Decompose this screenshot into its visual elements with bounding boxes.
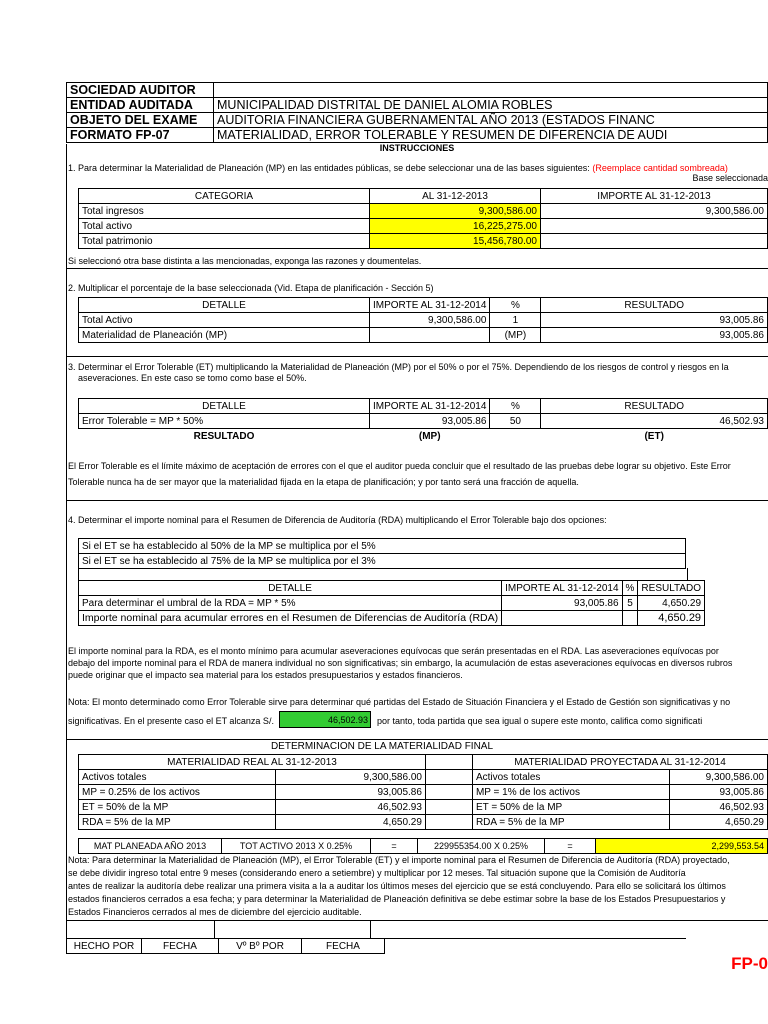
fecha-label: FECHA: [302, 939, 385, 954]
section-4-nota-2a: significativas. En el presente caso el ET alcanza S/.: [68, 716, 274, 726]
section-1-note: Si seleccionó otra base distinta a las mencionadas, exponga las razones y doumentelas.: [68, 256, 422, 266]
result-cell: 4,650.29: [638, 611, 705, 626]
percent-cell: 5: [622, 596, 638, 611]
section-4-nota-1: Nota: El monto determinado como Error Tolerable sirve para determinar qué partidas del Estado de Situación Financiera y el Estado de Gestión son significativas y no: [68, 697, 731, 707]
right-key: RDA = 5% de la MP: [472, 815, 669, 830]
left-key: ET = 50% de la MP: [79, 800, 276, 815]
left-value: 93,005.86: [276, 785, 426, 800]
final-title: DETERMINACION DE LA MATERIALIDAD FINAL: [270, 741, 494, 752]
col-header: %: [490, 298, 541, 313]
table-row: [79, 414, 768, 429]
left-value: 4,650.29: [276, 815, 426, 830]
header-row-objeto: [67, 113, 768, 128]
detail-cell: Error Tolerable = MP * 50%: [79, 414, 370, 429]
col-header: RESULTADO: [541, 298, 768, 313]
col-header: DETALLE: [79, 399, 370, 414]
percent-cell: [622, 611, 638, 626]
header-table: [66, 82, 768, 143]
right-value: 4,650.29: [669, 815, 767, 830]
divider: [66, 356, 768, 357]
category-cell: Total patrimonio: [79, 234, 370, 249]
section-4-nota-2b: por tanto, toda partida que sea igual o supere este monto, califica como significati: [377, 716, 703, 726]
section-1-instruction: 1. Para determinar la Materialidad de Planeación (MP) en las entidades públicas, se debe seleccionar una de las bases siguientes:: [68, 163, 590, 173]
table-row: [79, 800, 768, 815]
detail-cell: Importe nominal para acumular errores en el Resumen de Diferencias de Auditoría (RDA): [79, 611, 502, 626]
table-row: [79, 234, 768, 249]
editable-amount-cell[interactable]: 9,300,586.00: [370, 204, 541, 219]
header-value: MATERIALIDAD, ERROR TOLERABLE Y RESUMEN DE DIFERENCIA DE AUDI: [214, 128, 768, 143]
sheet-border: [66, 144, 67, 920]
category-cell: Total activo: [79, 219, 370, 234]
section-3-note-2: Tolerable nunca ha de ser mayor que la materialidad fijada en la etapa de planificación; y por tanto será una fracción de aquella.: [68, 477, 579, 487]
base-seleccionada-label: Base seleccionada: [692, 173, 768, 183]
table-row: [79, 770, 768, 785]
instrucciones-title: INSTRUCCIONES: [379, 143, 455, 153]
amount-cell: 9,300,586.00: [370, 313, 490, 328]
category-cell: Total ingresos: [79, 204, 370, 219]
result-cell: 4,650.29: [638, 596, 705, 611]
detail-cell: Total Activo: [79, 313, 370, 328]
amount-cell: [370, 328, 490, 343]
option-2: Si el ET se ha establecido al 75% de la MP se multiplica por el 3%: [79, 554, 686, 569]
hecho-por-label: HECHO POR: [67, 939, 142, 954]
mp-label: (MP): [418, 430, 441, 442]
table-row: [79, 328, 768, 343]
col-header: DETALLE: [79, 298, 370, 313]
equals-sign: =: [371, 839, 418, 854]
section-3-text-1: 3. Determinar el Error Tolerable (ET) multiplicando la Materialidad de Planeación (MP) por el 50% o por el 75%. Dependiendo de los riesgos de control y riesgos en la: [68, 362, 729, 372]
header-value: [214, 83, 768, 98]
section-4-note-2: debajo del importe nominal para el RDA de manera individual no son significativas; sin embargo, la acumulación de estas aseveraciones equívocas en diversos rubros: [68, 658, 733, 668]
section-3-note-1: El Error Tolerable es el límite máximo de aceptación de errores con el que el auditor pueda concluir que el resultado de las pruebas debe lograr su objetivo. Este Error: [68, 461, 731, 471]
fecha-label: FECHA: [142, 939, 219, 954]
left-key: Activos totales: [79, 770, 276, 785]
final-table: [78, 754, 768, 830]
detail-cell: Para determinar el umbral de la RDA = MP * 5%: [79, 596, 502, 611]
table-row: [79, 596, 705, 611]
et-highlight-value[interactable]: 46,502.93: [279, 711, 371, 728]
right-key: ET = 50% de la MP: [472, 800, 669, 815]
mat-planeada-row: [78, 838, 768, 854]
right-value: 9,300,586.00: [669, 770, 767, 785]
mat-planeada-result[interactable]: 2,299,553.54: [596, 839, 768, 854]
section-4-note-3: puede originar que el impacto sea material para los estados presupuestarios y estados financieros.: [68, 670, 463, 680]
mp-table: [78, 297, 768, 343]
header-label: OBJETO DEL EXAME: [67, 113, 214, 128]
table-row: [79, 815, 768, 830]
final-nota-1: Nota: Para determinar la Materialidad de Planeación (MP), el Error Tolerable (ET) y el importe nominal para el Resumen de Diferencia de Auditoría (RDA) proyectado,: [68, 855, 730, 865]
right-value: 93,005.86: [669, 785, 767, 800]
detail-cell: Materialidad de Planeación (MP): [79, 328, 370, 343]
amount-cell: 93,005.86: [370, 414, 490, 429]
option-1: Si el ET se ha establecido al 50% de la MP se multiplica por el 5%: [79, 539, 686, 554]
calc-expression: 229955354.00 X 0.25%: [418, 839, 545, 854]
editable-amount-cell[interactable]: 15,456,780.00: [370, 234, 541, 249]
amount-cell: [502, 611, 622, 626]
final-nota-5: Estados Financieros cerrados al mes de diciembre del ejercicio auditable.: [68, 907, 362, 917]
signature-table: [66, 938, 686, 954]
section-3-text-2: aseveraciones. En este caso se tomo como base el 50%.: [78, 373, 307, 383]
col-header: IMPORTE AL 31-12-2014: [502, 581, 622, 596]
section-2-text: 2. Multiplicar el porcentaje de la base seleccionada (Vid. Etapa de planificación - Sección 5): [68, 283, 434, 293]
left-value: 9,300,586.00: [276, 770, 426, 785]
base-table: [78, 188, 768, 249]
final-nota-3: antes de realizar la auditoría debe realizar una primera visita a la a auditar los últimos meses del ejercicio que se está concluyendo. Para ello se solicitará los últimos: [68, 881, 726, 891]
equals-sign: =: [545, 839, 596, 854]
header-row-auditor: [67, 83, 768, 98]
replace-note: (Reemplace cantidad sombreada): [592, 163, 728, 173]
col-header: IMPORTE AL 31-12-2013: [541, 189, 768, 204]
amount-cell: [541, 219, 768, 234]
mat-planeada-label: MAT PLANEADA AÑO 2013: [79, 839, 222, 854]
col-header: %: [490, 399, 541, 414]
percent-cell: (MP): [490, 328, 541, 343]
percent-cell: 1: [490, 313, 541, 328]
worksheet: [66, 80, 768, 980]
col-header: DETALLE: [79, 581, 502, 596]
header-row-entidad: [67, 98, 768, 113]
divider: [66, 500, 768, 501]
amount-cell: 93,005.86: [502, 596, 622, 611]
right-value: 46,502.93: [669, 800, 767, 815]
left-key: MP = 0.25% de los activos: [79, 785, 276, 800]
result-label: RESULTADO: [193, 430, 255, 442]
divider: [66, 920, 768, 921]
table-row: [79, 204, 768, 219]
amount-cell: 9,300,586.00: [541, 204, 768, 219]
rda-table: [78, 580, 705, 626]
left-value: 46,502.93: [276, 800, 426, 815]
right-title: MATERIALIDAD PROYECTADA AL 31-12-2014: [472, 755, 767, 770]
section-4-text: 4. Determinar el importe nominal para el Resumen de Diferencia de Auditoría (RDA) multiplicando el Error Tolerable bajo dos opciones:: [68, 515, 607, 525]
percent-cell: 50: [490, 414, 541, 429]
left-key: RDA = 5% de la MP: [79, 815, 276, 830]
divider: [66, 268, 768, 269]
editable-amount-cell[interactable]: 16,225,275.00: [370, 219, 541, 234]
col-header: %: [622, 581, 638, 596]
options-table: [78, 538, 686, 569]
col-header: IMPORTE AL 31-12-2014: [370, 298, 490, 313]
amount-cell: [541, 234, 768, 249]
tot-activo-label: TOT ACTIVO 2013 X 0.25%: [222, 839, 371, 854]
left-title: MATERIALIDAD REAL AL 31-12-2013: [79, 755, 426, 770]
et-table: [78, 398, 768, 443]
col-header: AL 31-12-2013: [370, 189, 541, 204]
result-cell: 93,005.86: [541, 328, 768, 343]
table-row: [79, 785, 768, 800]
et-label: (ET): [644, 430, 664, 442]
header-label: FORMATO FP-07: [67, 128, 214, 143]
final-nota-4: estados financieros cerrados a esa fecha; y para determinar la Materialidad de Planeación definitiva se debe estimar sobre la base de los Estados Presupuestarios y: [68, 894, 726, 904]
header-value: MUNICIPALIDAD DISTRITAL DE DANIEL ALOMIA ROBLES: [214, 98, 768, 113]
col-header: RESULTADO: [541, 399, 768, 414]
table-row: [79, 313, 768, 328]
table-row: [79, 611, 705, 626]
right-key: Activos totales: [472, 770, 669, 785]
result-row: [79, 429, 768, 444]
result-cell: 46,502.93: [541, 414, 768, 429]
header-label: ENTIDAD AUDITADA: [67, 98, 214, 113]
header-value: AUDITORIA FINANCIERA GUBERNAMENTAL AÑO 2013 (ESTADOS FINANC: [214, 113, 768, 128]
section-1-text: [68, 163, 728, 174]
right-key: MP = 1% de los activos: [472, 785, 669, 800]
format-code: FP-0: [731, 954, 768, 973]
result-cell: 93,005.86: [541, 313, 768, 328]
col-header: CATEGORIA: [79, 189, 370, 204]
final-nota-2: se debe dividir ingreso total entre 9 meses (considerando enero a setiembre) y multiplicar por 12 meses. Tal situación supone que la Comisión de Auditoría: [68, 868, 686, 878]
vobo-por-label: Vº Bº POR: [219, 939, 302, 954]
col-header: IMPORTE AL 31-12-2014: [370, 399, 490, 414]
col-header: RESULTADO: [638, 581, 705, 596]
header-row-formato: [67, 128, 768, 143]
section-4-note-1: El importe nominal para la RDA, es el monto mínimo para acumular aseveraciones equívocas que serán presentadas en el RDA. Las aseveraciones equívocas por: [68, 646, 719, 656]
header-label: SOCIEDAD AUDITOR: [67, 83, 214, 98]
table-row: [79, 219, 768, 234]
